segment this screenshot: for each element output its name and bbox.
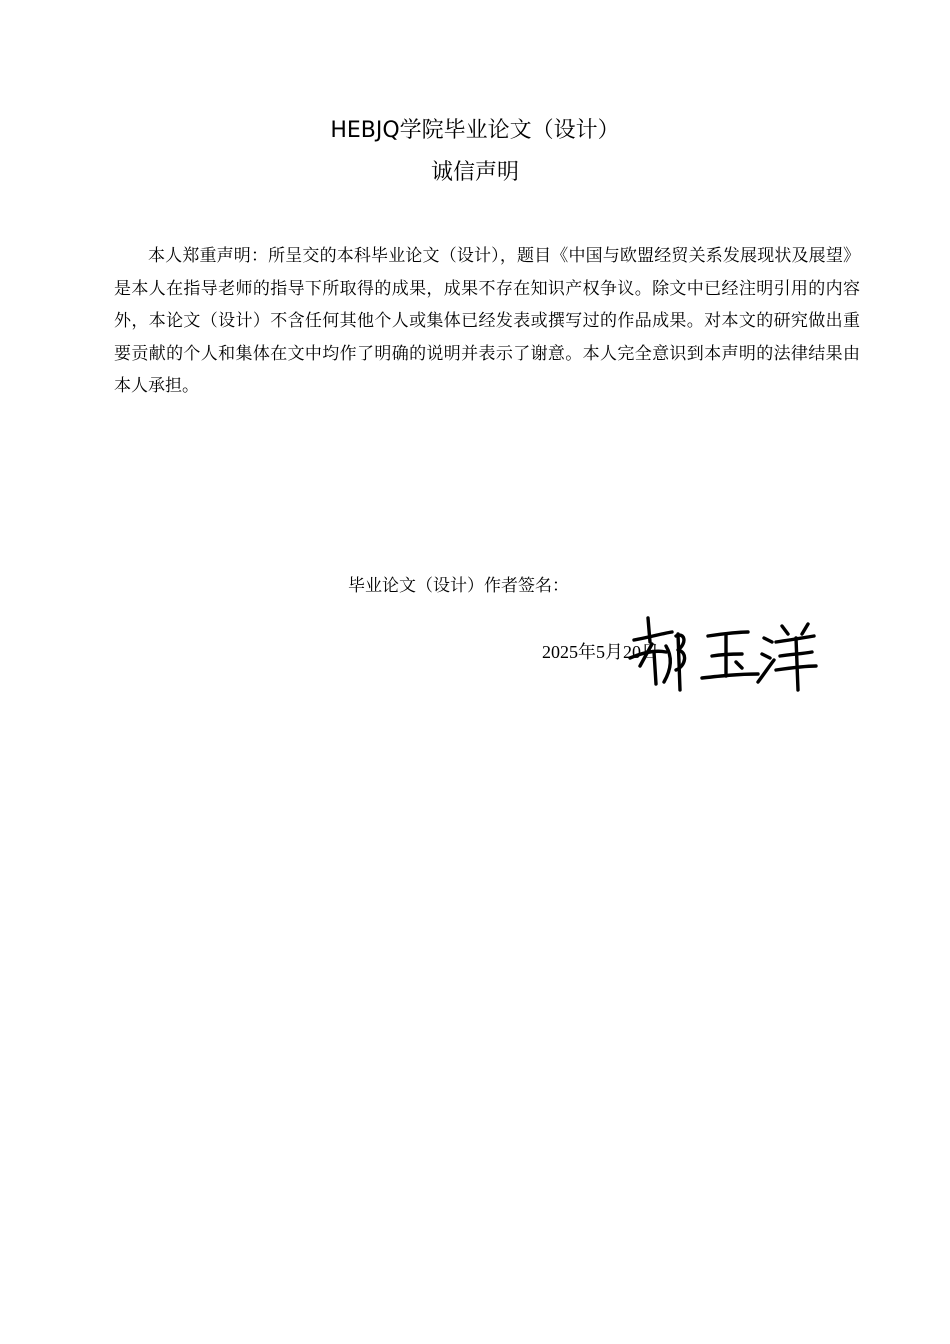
document-subtitle: 诚信声明 [430,160,519,185]
document-title: HEBJQ学院毕业论文（设计） [330,118,620,143]
handwritten-signature [626,612,822,694]
signature-date: 2025年5月20日 [542,642,659,662]
title-block [0,110,950,194]
author-signature-label: 毕业论文（设计）作者签名： [348,576,569,596]
integrity-statement: 本人郑重声明：所呈交的本科毕业论文（设计），题目《中国与欧盟经贸关系发展现状及展望》是本人在指导老师的指导下所取得的成果，成果不存在知识产权争议。除文中已经注明引用的内容外，本论文（设计）不含任何其他个人或集体已经发表或撰写过的作品成果。对本文的研究做出重要贡献的个人和集体在文中均作了明确的说明并表示了谢意。本人完全意识到本声明的法律结果由本人承担。 [114,246,860,396]
